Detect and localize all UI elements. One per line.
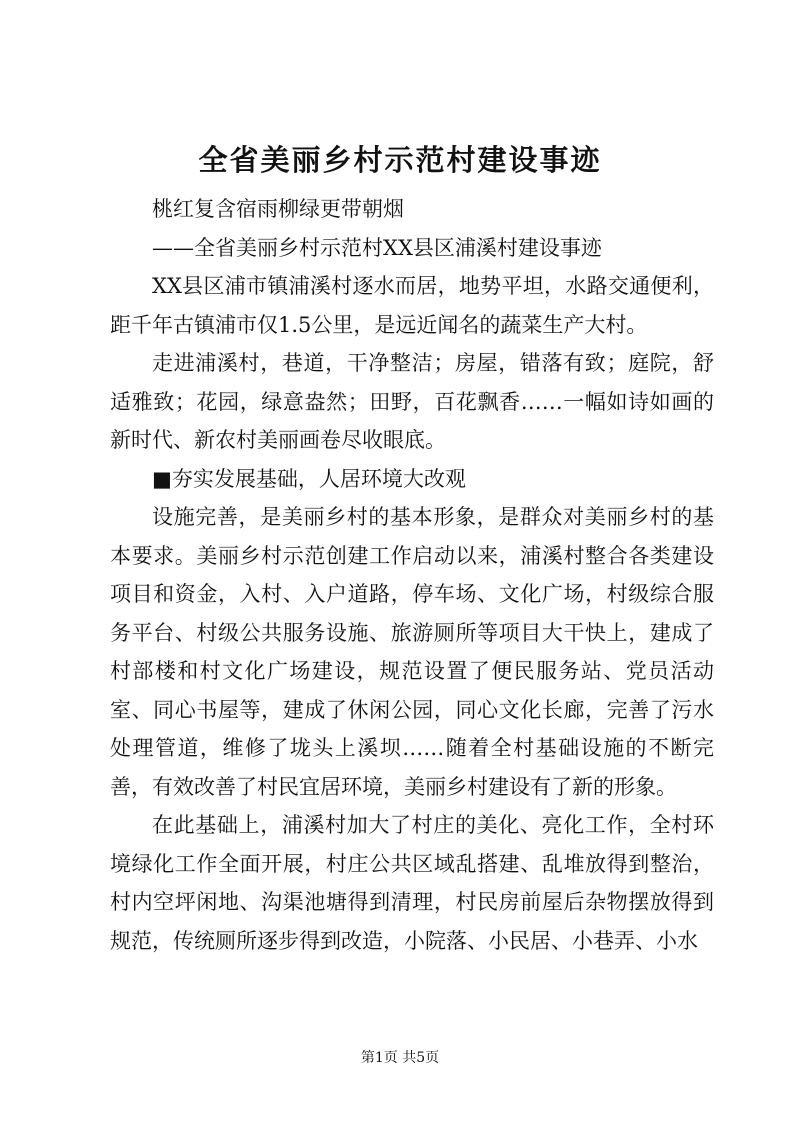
body-paragraph: XX县区浦市镇浦溪村逐水而居，地势平坦，水路交通便利，距千年古镇浦市仅1.5公里，是远近闻名的蔬菜生产大村。 [110,274,714,337]
page-footer: 第1页 共5页 [360,1050,440,1066]
subtitle-line: 桃红复含宿雨柳绿更带朝烟 [152,197,404,221]
document-title: 全省美丽乡村示范村建设事迹 [198,143,602,177]
body-paragraph: 走进浦溪村，巷道，干净整洁；房屋，错落有致；庭院，舒适雅致；花园，绿意盎然；田野，百花飘香……一幅如诗如画的新时代、新农村美丽画卷尽收眼底。 [110,351,714,452]
document-body [110,190,714,960]
body-paragraph: 设施完善，是美丽乡村的基本形象，是群众对美丽乡村的基本要求。美丽乡村示范创建工作启动以来，浦溪村整合各类建设项目和资金，入村、入户道路，停车场、文化广场，村级综合服务平台、村级公共服务设施、旅游厕所等项目大干快上，建成了村部楼和村文化广场建设，规范设置了便民服务站、党员活动室、同心书屋等，建成了休闲公园，同心文化长廊，完善了污水处理管道，维修了垅头上溪坝……随着全村基础设施的不断完善，有效改善了村民宜居环境，美丽乡村建设有了新的形象。 [110,505,714,799]
subtitle-byline: ——全省美丽乡村示范村XX县区浦溪村建设事迹 [152,235,602,260]
body-paragraph: 在此基础上，浦溪村加大了村庄的美化、亮化工作，全村环境绿化工作全面开展，村庄公共区域乱搭建、乱堆放得到整治，村内空坪闲地、沟渠池塘得到清理，村民房前屋后杂物摆放得到规范，传统厕所逐步得到改造，小院落、小民居、小巷弄、小水 [110,813,714,953]
section-heading: ■夯实发展基础，人居环境大改观 [152,466,466,491]
